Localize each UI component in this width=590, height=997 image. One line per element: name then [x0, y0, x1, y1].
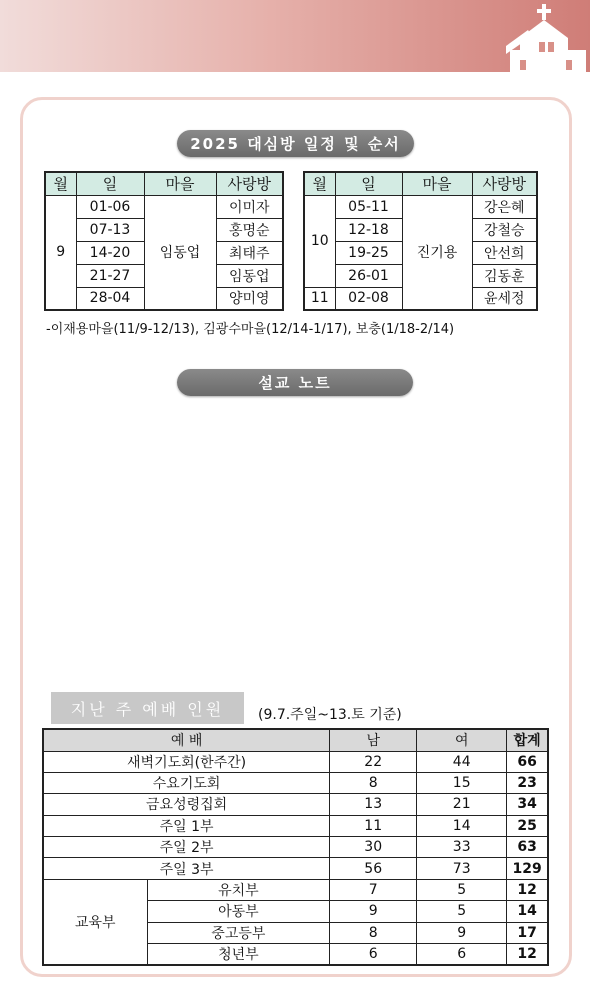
room-cell: 양미영	[216, 287, 283, 310]
col-day: 일	[76, 172, 144, 195]
col-room: 사랑방	[216, 172, 283, 195]
day-cell: 28-04	[76, 287, 144, 310]
day-cell: 05-11	[335, 195, 402, 218]
service-name: 금요성령집회	[43, 794, 330, 815]
room-cell: 강철승	[472, 218, 537, 241]
table-row	[43, 815, 548, 836]
total-count: 12	[507, 944, 548, 966]
service-name: 주일 3부	[43, 858, 330, 879]
male-count: 56	[330, 858, 417, 879]
service-name: 새벽기도회(한주간)	[43, 751, 330, 772]
education-group-cell: 교육부	[43, 879, 147, 965]
male-count: 6	[330, 944, 417, 966]
col-total: 합계	[507, 729, 548, 751]
day-cell: 14-20	[76, 241, 144, 264]
table-row	[43, 879, 548, 900]
sermon-title: 설교 노트	[177, 369, 413, 396]
day-cell: 26-01	[335, 264, 402, 287]
male-count: 13	[330, 794, 417, 815]
col-male: 남	[330, 729, 417, 751]
total-count: 12	[507, 879, 548, 900]
total-count: 34	[507, 794, 548, 815]
total-count: 63	[507, 837, 548, 858]
total-count: 23	[507, 772, 548, 793]
attendance-table	[42, 728, 549, 966]
female-count: 5	[417, 879, 507, 900]
room-cell: 홍명순	[216, 218, 283, 241]
male-count: 22	[330, 751, 417, 772]
room-cell: 김동훈	[472, 264, 537, 287]
female-count: 5	[417, 901, 507, 922]
female-count: 44	[417, 751, 507, 772]
room-cell: 강은혜	[472, 195, 537, 218]
month-cell: 11	[304, 287, 335, 310]
room-cell: 임동업	[216, 264, 283, 287]
female-count: 9	[417, 922, 507, 943]
female-count: 73	[417, 858, 507, 879]
table-row	[43, 772, 548, 793]
service-name: 주일 1부	[43, 815, 330, 836]
day-cell: 19-25	[335, 241, 402, 264]
male-count: 30	[330, 837, 417, 858]
total-count: 14	[507, 901, 548, 922]
col-room: 사랑방	[472, 172, 537, 195]
day-cell: 21-27	[76, 264, 144, 287]
total-count: 66	[507, 751, 548, 772]
service-name: 유치부	[147, 879, 330, 900]
col-service: 예 배	[43, 729, 330, 751]
room-cell: 최태주	[216, 241, 283, 264]
table-row	[43, 794, 548, 815]
village-cell: 진기용	[402, 195, 472, 310]
service-name: 주일 2부	[43, 837, 330, 858]
total-count: 25	[507, 815, 548, 836]
female-count: 14	[417, 815, 507, 836]
female-count: 15	[417, 772, 507, 793]
col-month: 월	[304, 172, 335, 195]
table-header-row	[304, 172, 537, 195]
schedule-table-left	[44, 171, 284, 311]
female-count: 33	[417, 837, 507, 858]
schedule-table-right	[303, 171, 538, 311]
day-cell: 07-13	[76, 218, 144, 241]
female-count: 6	[417, 944, 507, 966]
service-name: 아동부	[147, 901, 330, 922]
service-name: 청년부	[147, 944, 330, 966]
church-icon	[506, 2, 586, 74]
header-band	[0, 0, 590, 72]
table-row	[43, 837, 548, 858]
col-village: 마을	[402, 172, 472, 195]
attendance-date-note: (9.7.주일~13.토 기준)	[258, 707, 402, 723]
male-count: 8	[330, 772, 417, 793]
col-village: 마을	[144, 172, 216, 195]
table-row	[43, 751, 548, 772]
village-cell: 임동업	[144, 195, 216, 310]
male-count: 9	[330, 901, 417, 922]
day-cell: 12-18	[335, 218, 402, 241]
male-count: 7	[330, 879, 417, 900]
table-header-row	[43, 729, 548, 751]
schedule-note: -이재용마을(11/9-12/13), 김광수마을(12/14-1/17), 보충(1/18-2/14)	[46, 322, 455, 337]
day-cell: 01-06	[76, 195, 144, 218]
col-month: 월	[45, 172, 76, 195]
male-count: 11	[330, 815, 417, 836]
col-day: 일	[335, 172, 402, 195]
month-cell: 9	[45, 195, 76, 310]
day-cell: 02-08	[335, 287, 402, 310]
total-count: 17	[507, 922, 548, 943]
table-row	[304, 195, 537, 218]
schedule-title: 2025 대심방 일정 및 순서	[177, 130, 414, 157]
table-row	[45, 195, 283, 218]
service-name: 수요기도회	[43, 772, 330, 793]
male-count: 8	[330, 922, 417, 943]
room-cell: 안선희	[472, 241, 537, 264]
attendance-label: 지난 주 예배 인원	[51, 692, 244, 724]
room-cell: 윤세정	[472, 287, 537, 310]
service-name: 중고등부	[147, 922, 330, 943]
room-cell: 이미자	[216, 195, 283, 218]
col-female: 여	[417, 729, 507, 751]
total-count: 129	[507, 858, 548, 879]
female-count: 21	[417, 794, 507, 815]
table-header-row	[45, 172, 283, 195]
month-cell: 10	[304, 195, 335, 287]
table-row	[43, 858, 548, 879]
